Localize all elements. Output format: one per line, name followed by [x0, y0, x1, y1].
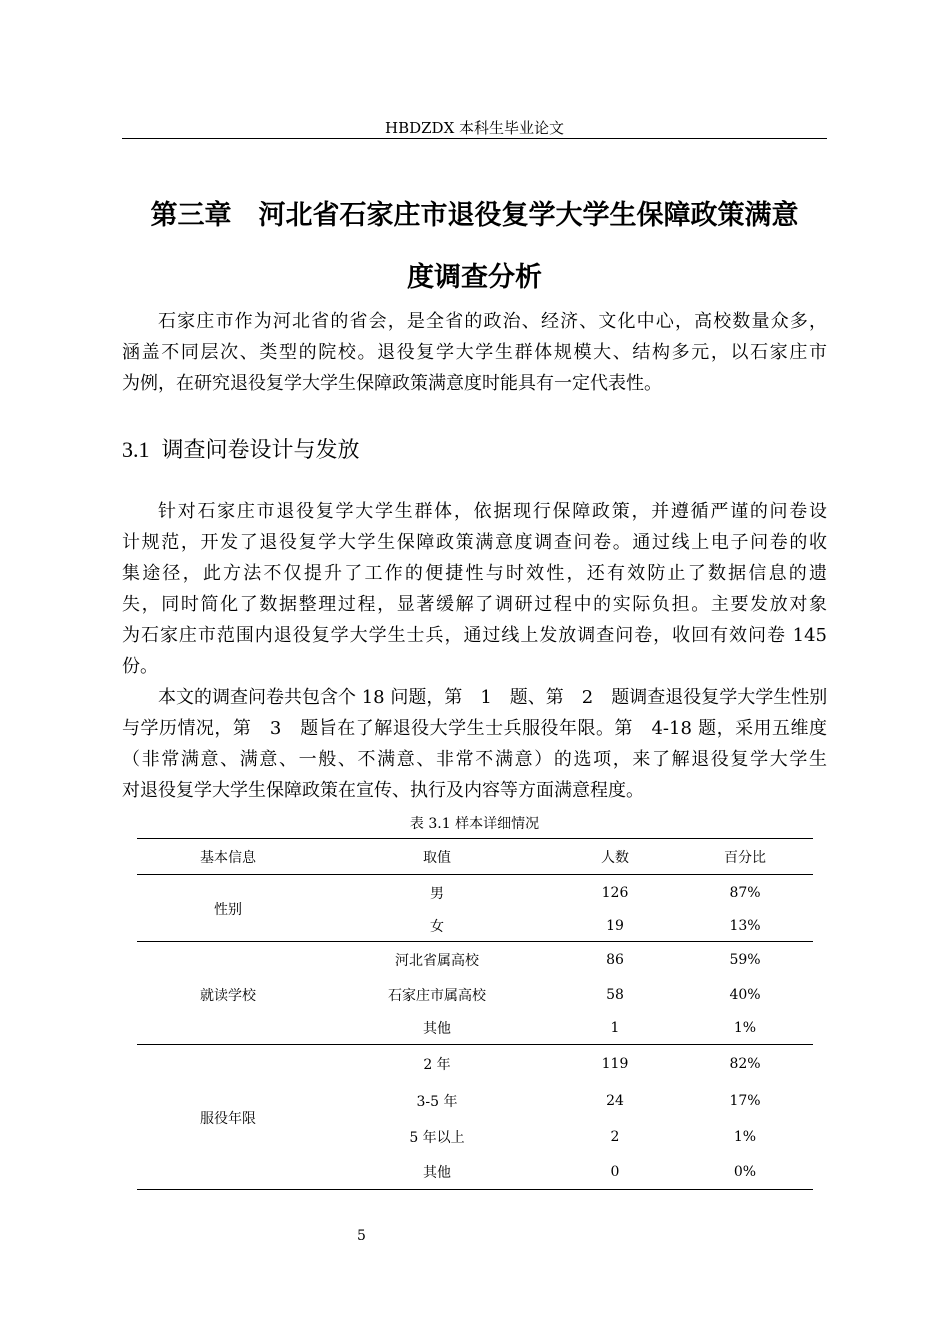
- chapter-title-line-1: 第三章 河北省石家庄市退役复学大学生保障政策满意: [150, 200, 799, 231]
- percent-cell: 13%: [729, 918, 761, 934]
- percent-cell: 40%: [729, 987, 761, 1003]
- header-rule: [122, 138, 827, 139]
- text-line: 为石家庄市范围内退役复学大学生士兵，通过线上发放调查问卷，收回有效问卷 145: [122, 625, 827, 646]
- group-label: 服役年限: [200, 1111, 256, 1127]
- table-top-rule: [137, 838, 813, 839]
- text-line: 份。: [122, 656, 158, 677]
- table-bottom-rule: [137, 1189, 813, 1190]
- table-header: 百分比: [724, 850, 766, 866]
- text-line: 集途径，此方法不仅提升了工作的便捷性与时效性，还有效防止了数据信息的遗: [122, 563, 827, 584]
- percent-cell: 82%: [729, 1056, 761, 1072]
- percent-cell: 87%: [729, 885, 761, 901]
- table-group-rule: [137, 1044, 813, 1045]
- text-line: 对退役复学大学生保障政策在宣传、执行及内容等方面满意程度。: [122, 780, 644, 801]
- group-label: 就读学校: [200, 988, 256, 1004]
- table-header: 人数: [601, 850, 629, 866]
- text-line: 失，同时简化了数据整理过程，显著缓解了调研过程中的实际负担。主要发放对象: [122, 594, 827, 615]
- count-cell: 19: [606, 918, 624, 934]
- text-line: 与学历情况，第 3 题旨在了解退役大学生士兵服役年限。第 4-18 题，采用五维度: [122, 718, 827, 739]
- text-line: 针对石家庄市退役复学大学生群体，依据现行保障政策，并遵循严谨的问卷设: [158, 501, 827, 522]
- count-cell: 0: [610, 1164, 620, 1180]
- count-cell: 86: [606, 952, 624, 968]
- text-line: （非常满意、满意、一般、不满意、非常不满意）的选项，来了解退役复学大学生: [122, 749, 827, 770]
- section-number: 3.1: [122, 437, 150, 462]
- section-heading: [122, 433, 360, 464]
- value-cell: 其他: [423, 1021, 451, 1037]
- count-cell: 2: [610, 1129, 620, 1145]
- chapter-title-line-2: 度调查分析: [407, 262, 542, 293]
- value-cell: 5 年以上: [409, 1130, 465, 1146]
- page-number: 5: [357, 1228, 366, 1244]
- group-label: 性别: [214, 902, 242, 918]
- text-line: 涵盖不同层次、类型的院校。退役复学大学生群体规模大、结构多元，以石家庄市: [122, 342, 827, 363]
- value-cell: 河北省属高校: [395, 953, 479, 969]
- value-cell: 石家庄市属高校: [388, 988, 486, 1004]
- intro-paragraph: [122, 306, 827, 399]
- section-title: 调查问卷设计与发放: [161, 438, 360, 463]
- count-cell: 119: [601, 1056, 629, 1072]
- count-cell: 58: [606, 987, 624, 1003]
- value-cell: 女: [430, 919, 444, 935]
- count-cell: 24: [606, 1093, 624, 1109]
- count-cell: 126: [601, 885, 629, 901]
- value-cell: 3-5 年: [416, 1094, 458, 1110]
- percent-cell: 1%: [733, 1020, 757, 1036]
- table-group-rule: [137, 941, 813, 942]
- table-caption: 表 3.1 样本详细情况: [409, 816, 540, 832]
- text-line: 本文的调查问卷共包含个 18 问题，第 1 题、第 2 题调查退役复学大学生性别: [158, 687, 828, 708]
- percent-cell: 17%: [729, 1093, 761, 1109]
- count-cell: 1: [610, 1020, 620, 1036]
- running-header: HBDZDX 本科生毕业论文: [384, 119, 565, 137]
- percent-cell: 1%: [733, 1129, 757, 1145]
- value-cell: 2 年: [423, 1057, 451, 1073]
- value-cell: 其他: [423, 1165, 451, 1181]
- table-header: 取值: [423, 850, 451, 866]
- text-line: 计规范，开发了退役复学大学生保障政策满意度调查问卷。通过线上电子问卷的收: [122, 532, 827, 553]
- percent-cell: 0%: [733, 1164, 757, 1180]
- percent-cell: 59%: [729, 952, 761, 968]
- paragraph-survey-design: [122, 496, 827, 806]
- table-header-rule: [137, 874, 813, 875]
- text-line: 为例，在研究退役复学大学生保障政策满意度时能具有一定代表性。: [122, 373, 662, 394]
- text-line: 石家庄市作为河北省的省会，是全省的政治、经济、文化中心，高校数量众多，: [158, 311, 827, 332]
- table-header: 基本信息: [200, 850, 256, 866]
- value-cell: 男: [430, 886, 444, 902]
